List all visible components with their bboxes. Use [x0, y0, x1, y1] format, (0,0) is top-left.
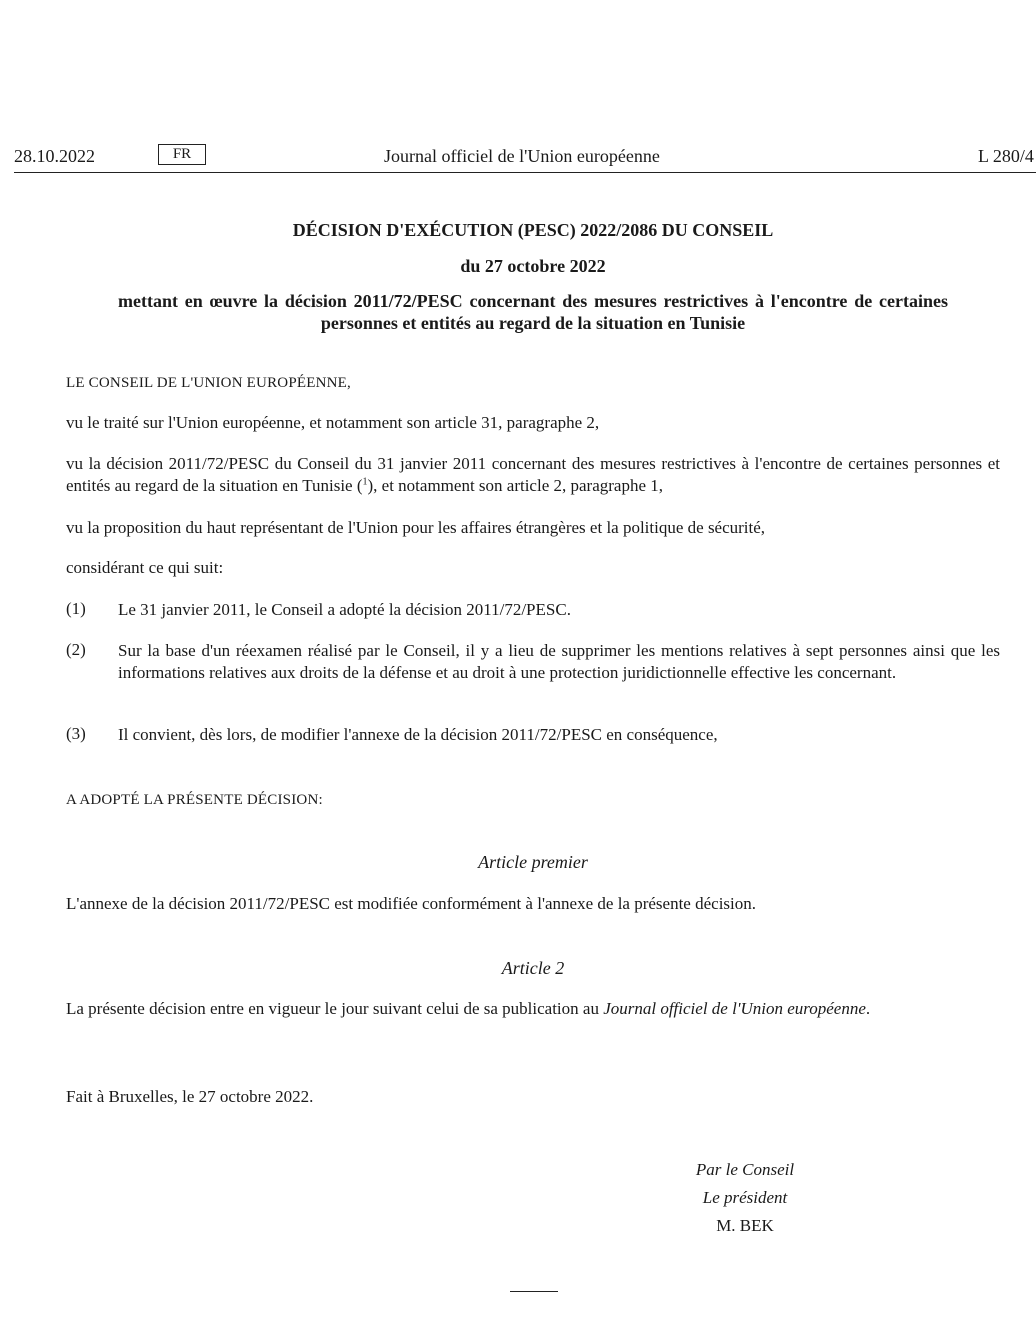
recital-number: (2): [66, 640, 86, 659]
recital-text: Il convient, dès lors, de modifier l'annexe de la décision 2011/72/PESC en conséquence,: [118, 725, 718, 744]
article-heading: Article premier: [478, 852, 588, 872]
signature-line-title: Le président: [702, 1188, 788, 1207]
recital-number: (1): [66, 599, 86, 618]
page-reference: L 280/4: [978, 146, 1034, 166]
decision-date: du 27 octobre 2022: [460, 256, 606, 276]
journal-name-italic: Journal officiel de l'Union européenne: [603, 999, 866, 1018]
journal-title: Journal officiel de l'Union européenne: [384, 146, 660, 166]
decision-title: DÉCISION D'EXÉCUTION (PESC) 2022/2086 DU CONSEIL: [292, 220, 774, 240]
citation-decision-text-b: ), et notamment son article 2, paragraphe 1,: [367, 476, 663, 495]
end-rule: [510, 1291, 558, 1292]
recital-number: (3): [66, 724, 86, 743]
decision-subject: mettant en œuvre la décision 2011/72/PESC concernant des mesures restrictives à l'encontre de certaines personnes et entités au regard de la situation en Tunisie: [118, 291, 948, 333]
citation-decision: [66, 453, 1000, 497]
header-rule: [14, 172, 1036, 173]
citation-decision-text-a: vu la décision 2011/72/PESC du Conseil du 31 janvier 2011 concernant des mesures restrictives à l'encontre de certaines personnes et entités au regard de la situation en Tunisie (: [66, 454, 1000, 495]
signature-line-council: Par le Conseil: [695, 1160, 795, 1179]
recital-text: Sur la base d'un réexamen réalisé par le Conseil, il y a lieu de supprimer les mentions relatives à sept personnes ainsi que les informations relatives aux droits de la défense et au droit à une protection juridictionnelle effective les concernant.: [118, 641, 1000, 682]
recital-text: Le 31 janvier 2011, le Conseil a adopté la décision 2011/72/PESC.: [118, 600, 571, 619]
footnote-mark: 1: [362, 476, 368, 488]
article-text: [66, 998, 1000, 1020]
done-at: Fait à Bruxelles, le 27 octobre 2022.: [66, 1087, 314, 1106]
article-text-b: .: [865, 999, 871, 1018]
journal-header: [0, 142, 1036, 168]
article-text: L'annexe de la décision 2011/72/PESC est modifiée conformément à l'annexe de la présente décision.: [66, 894, 757, 913]
publication-date: 28.10.2022: [14, 146, 95, 166]
council-heading: LE CONSEIL DE L'UNION EUROPÉENNE,: [66, 375, 351, 391]
article-heading: Article 2: [501, 958, 565, 978]
signature-line-name: M. BEK: [716, 1216, 774, 1235]
citation-proposal: vu la proposition du haut représentant de l'Union pour les affaires étrangères et la politique de sécurité,: [66, 518, 766, 537]
article-text-a: La présente décision entre en vigueur le jour suivant celui de sa publication au: [66, 999, 604, 1018]
considering-line: considérant ce qui suit:: [66, 558, 224, 577]
adopted-heading: A ADOPTÉ LA PRÉSENTE DÉCISION:: [66, 792, 323, 808]
language-badge: FR: [158, 144, 206, 165]
citation-treaty: vu le traité sur l'Union européenne, et notamment son article 31, paragraphe 2,: [66, 413, 600, 432]
signature-block: [640, 1156, 850, 1240]
